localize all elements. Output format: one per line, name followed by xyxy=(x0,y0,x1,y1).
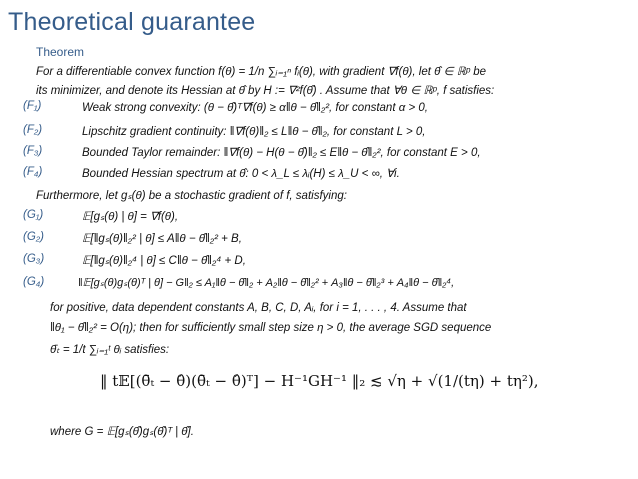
condition-expr: ‖∇f(θ) − H(θ − θ̂)‖₂ ≤ E‖θ − θ̂‖₂², for constant E > 0, xyxy=(223,147,481,159)
condition-tag: (G₄) xyxy=(23,276,45,288)
condition-tag: (G₃) xyxy=(23,253,45,265)
slide-title: Theoretical guarantee xyxy=(8,8,256,36)
intro-line-2: its minimizer, and denote its Hessian at θ̂ by H := ∇²f(θ̂) . Assume that ∀θ ∈ ℝᵖ, f satisfies: xyxy=(36,85,495,97)
condition-name: Bounded Taylor remainder: xyxy=(82,147,221,159)
condition-expr: ‖𝔼[gₛ(θ)gₛ(θ)ᵀ | θ] − G‖₂ ≤ A₁‖θ − θ̂‖₂ + A₂‖θ − θ̂‖₂² + A₃‖θ − θ̂‖₂³ + A₄‖θ − θ̂‖₂⁴, xyxy=(78,277,455,289)
where-line: where G = 𝔼[gₛ(θ̂)gₛ(θ̂)ᵀ | θ̂]. xyxy=(50,426,194,438)
condition-tag: (F₃) xyxy=(23,145,43,157)
conclusion-line-2: ‖θ₁ − θ̂‖₂² = O(η); then for sufficiently small step size η > 0, the average SGD sequence xyxy=(50,322,492,334)
condition-expr: 𝔼[gₛ(θ) | θ] = ∇f(θ), xyxy=(82,211,179,223)
main-result-equation: ‖ t𝔼[(θ̄ₜ − θ̂)(θ̄ₜ − θ̂)ᵀ] − H⁻¹GH⁻¹ ‖₂ ≲ √η + √(1/(tη) + tη²), xyxy=(100,372,539,390)
condition-expr: ‖∇f(θ)‖₂ ≤ L‖θ − θ̂‖₂, for constant L > 0, xyxy=(229,126,426,138)
conclusion-line-3: θ̄ₜ = 1/t ∑ᵢ₌₁ᵗ θᵢ satisfies: xyxy=(50,344,170,356)
condition-expr: 𝔼[‖gₛ(θ)‖₂⁴ | θ] ≤ C‖θ − θ̂‖₂⁴ + D, xyxy=(82,255,246,267)
stochastic-intro: Furthermore, let gₛ(θ) be a stochastic gradient of f, satisfying: xyxy=(36,190,347,202)
condition-name: Bounded Hessian spectrum at θ̂: xyxy=(82,168,249,180)
condition-name: Weak strong convexity: xyxy=(82,102,201,114)
condition-expr: 0 < λ_L ≤ λᵢ(H) ≤ λ_U < ∞, ∀i. xyxy=(251,168,400,180)
condition-tag: (F₄) xyxy=(23,166,43,178)
condition-tag: (G₁) xyxy=(23,209,44,221)
theorem-label: Theorem xyxy=(36,45,85,59)
condition-expr: (θ − θ̂)ᵀ∇f(θ) ≥ α‖θ − θ̂‖₂², for constant α > 0, xyxy=(203,102,428,114)
condition-expr: 𝔼[‖gₛ(θ)‖₂² | θ] ≤ A‖θ − θ̂‖₂² + B, xyxy=(82,233,242,245)
intro-line-1: For a differentiable convex function f(θ) = 1/n ∑ᵢ₌₁ⁿ fᵢ(θ), with gradient ∇f(θ), let θ̂ ∈ ℝᵖ be xyxy=(36,66,487,78)
condition-name: Lipschitz gradient continuity: xyxy=(82,126,227,138)
condition-tag: (G₂) xyxy=(23,231,44,243)
conclusion-line-1: for positive, data dependent constants A, B, C, D, Aᵢ, for i = 1, . . . , 4. Assume that xyxy=(50,302,467,314)
condition-tag: (F₂) xyxy=(23,124,43,136)
condition-tag: (F₁) xyxy=(23,100,42,112)
